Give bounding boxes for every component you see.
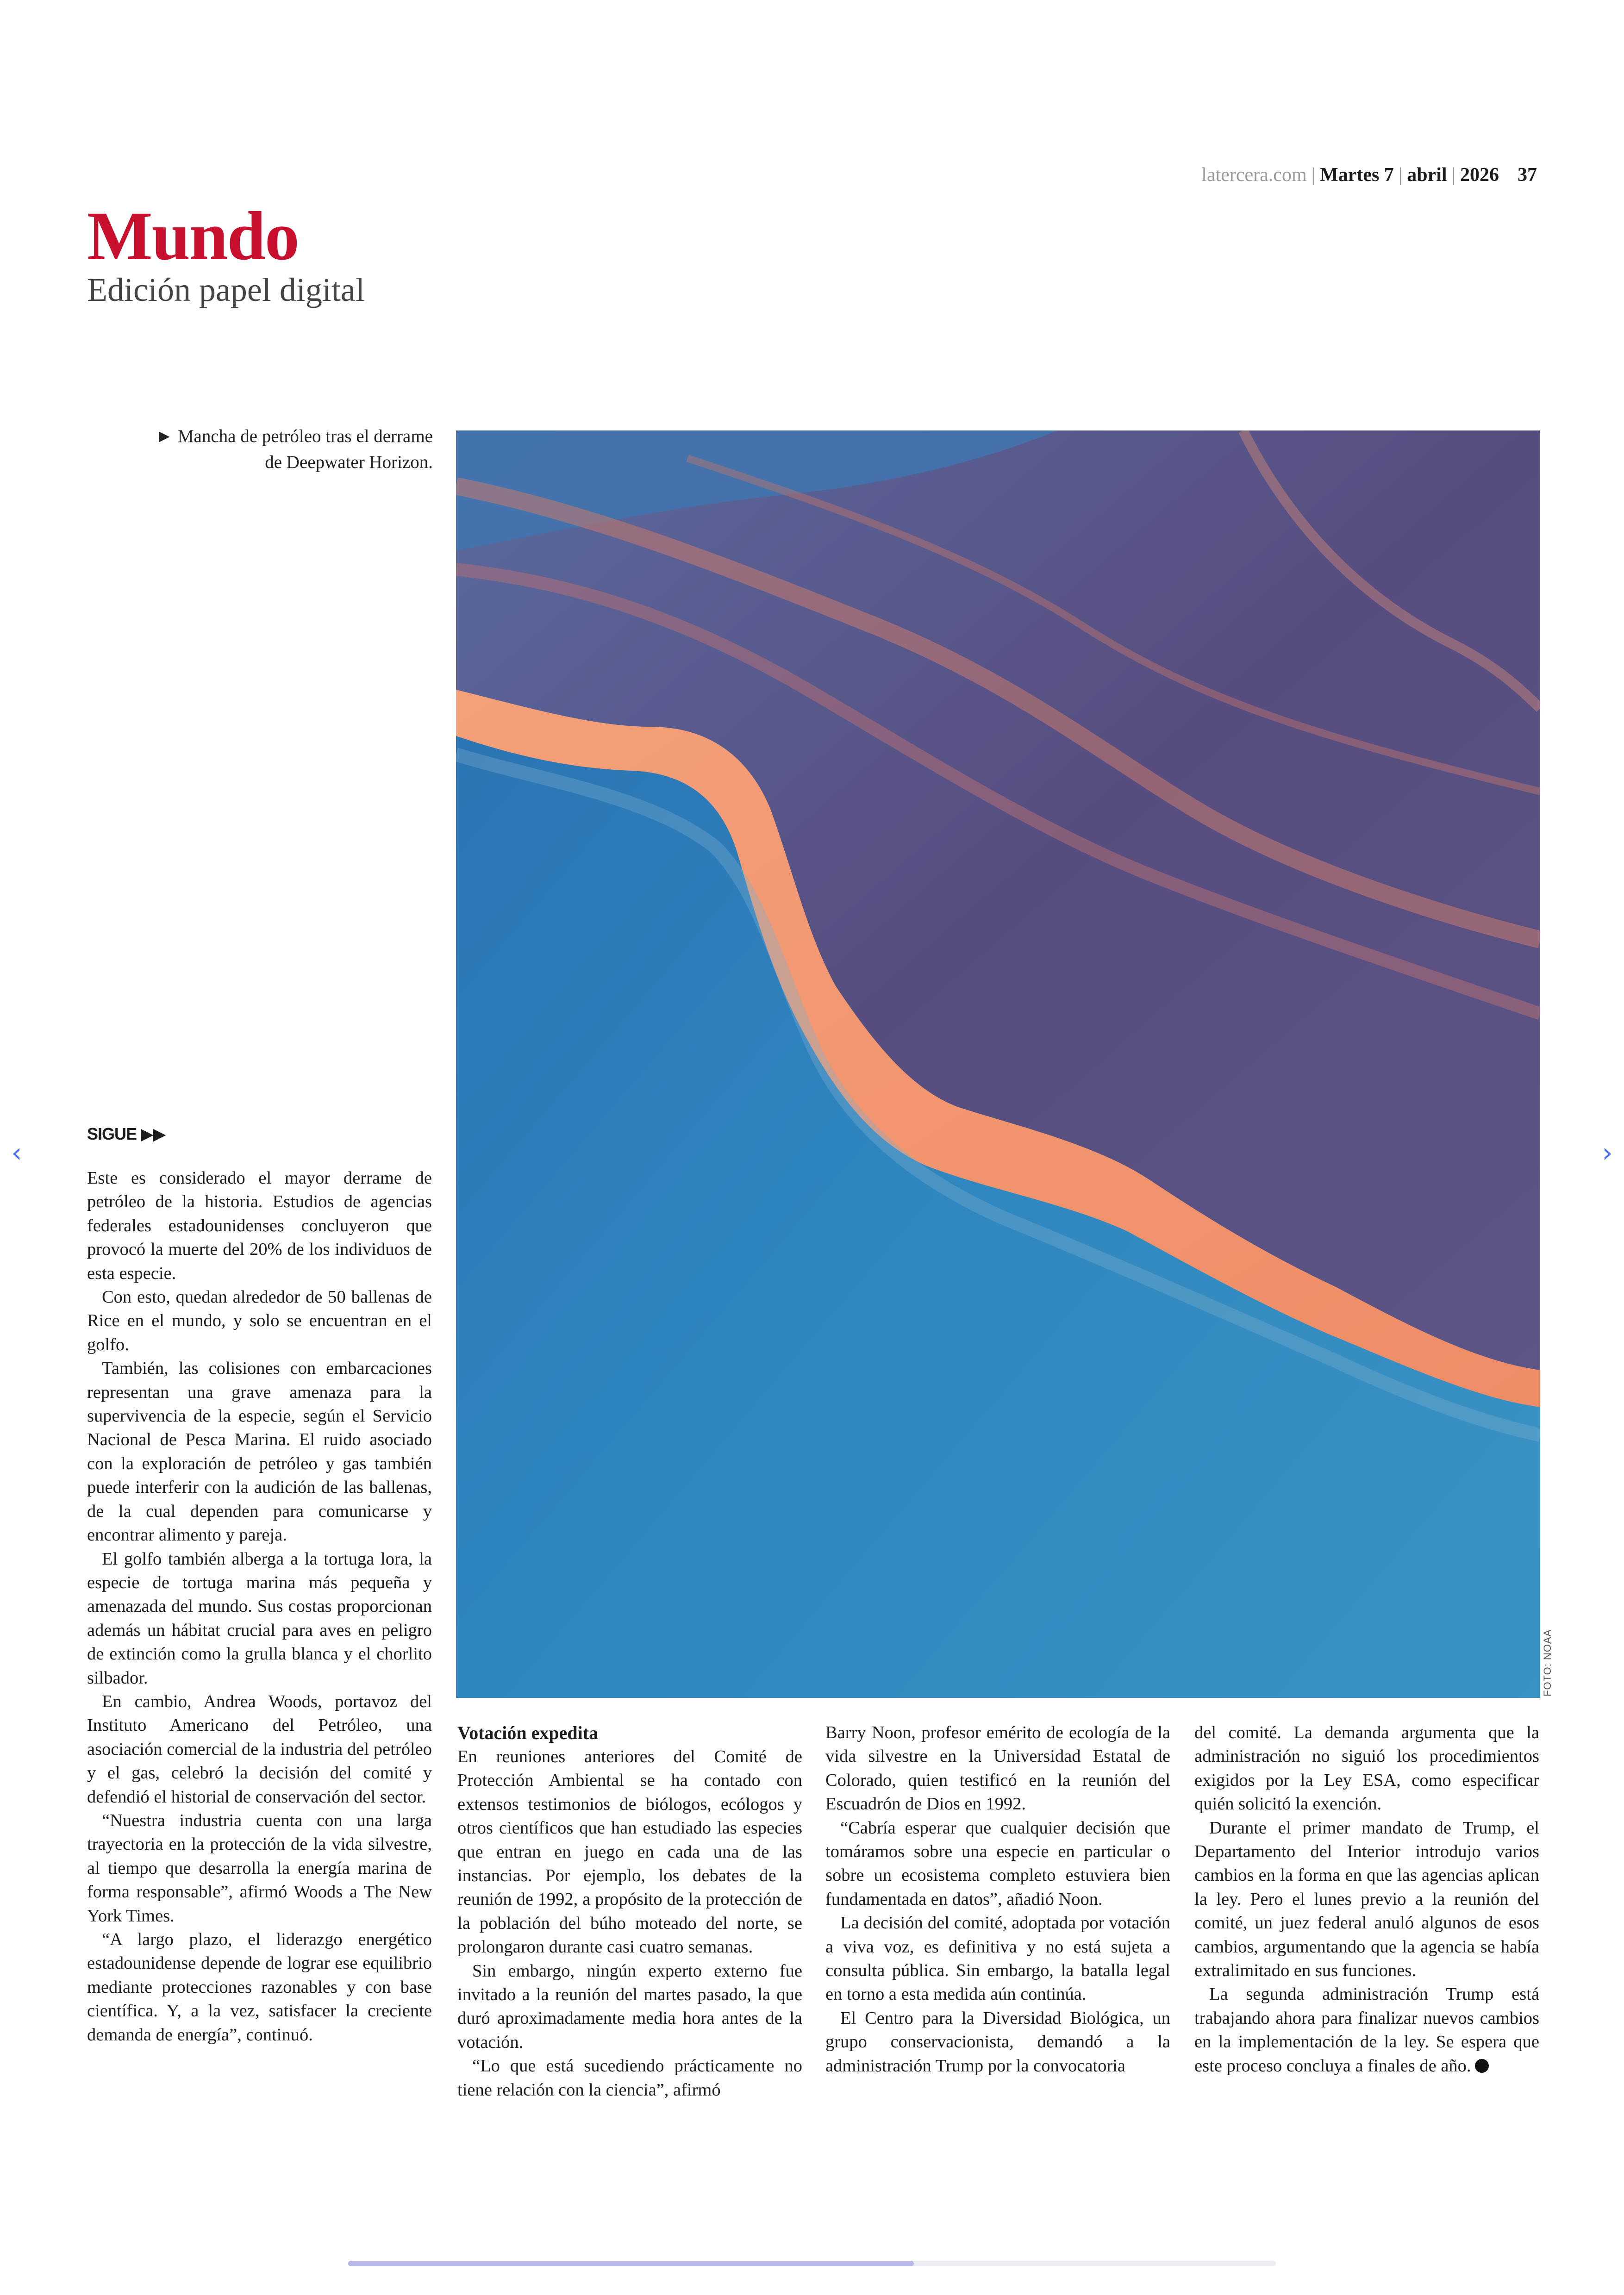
paragraph: del comité. La demanda argumenta que la administración no siguió los procedimientos exigidos por la Ley ESA, como especificar quién solicitó la exención. [1194, 1723, 1539, 1814]
section-subtitle: Edición papel digital [87, 271, 365, 308]
paragraph: El golfo también alberga a la tortuga lora, la especie de tortuga marina más pequeña y amenazada del mundo. Sus costas proporcionan además un hábitat crucial para aves en peligro de extinción como la grulla blanca y el chorlito silbador. [87, 1549, 432, 1688]
separator: | [1398, 164, 1403, 186]
section-title: Mundo [87, 198, 299, 274]
caption-arrow-icon: ► [155, 426, 174, 446]
paragraph: En reuniones anteriores del Comité de Protección Ambiental se ha contado con extensos testimonios de biólogos, ecólogos y otros científicos que han estudiado las especies que entran en juego en cada una de las instancias. Por ejemplo, los debates de la reunión de 1992, a propósito de la protección de la población del búho moteado del norte, se prolongaron durante casi cuatro semanas. [457, 1747, 802, 1957]
paragraph: “Cabría esperar que cualquier decisión que tomáramos sobre una especie en particular o sobre un ecosistema completo estuviera bien fundamentada en datos”, añadió Noon. [825, 1818, 1170, 1909]
article-column-4 [1194, 1721, 1539, 2078]
paragraph [1194, 1983, 1539, 2078]
separator: | [1311, 164, 1316, 186]
subheading: Votación expedita [457, 1722, 599, 1743]
paragraph: Este es considerado el mayor derrame de petróleo de la historia. Estudios de agencias federales estadounidenses concluyeron que provocó la muerte del 20% de los individuos de esta especie. [87, 1168, 432, 1283]
scrollbar-thumb[interactable] [348, 2261, 914, 2266]
end-mark-icon [1475, 2059, 1489, 2073]
paragraph: Sin embargo, ningún experto externo fue invitado a la reunión del martes pasado, la que duró aproximadamente media hora antes de la votación. [457, 1961, 802, 2052]
paragraph: Durante el primer mandato de Trump, el Departamento del Interior introdujo varios cambios en la forma en que las agencias aplican la ley. Pero el lunes previo a la reunión del comité, un juez federal anuló algunos de esos cambios, argumentando que la agencia se había extralimitado en sus funciones. [1194, 1818, 1539, 1981]
paragraph: El Centro para la Diversidad Biológica, un grupo conservacionista, demandó a la administración Trump por la convocatoria [825, 2008, 1170, 2076]
article-column-2 [457, 1721, 802, 2102]
sigue-label: SIGUE ▶▶ [87, 1124, 166, 1143]
paragraph: En cambio, Andrea Woods, portavoz del Instituto Americano del Petróleo, una asociación comercial de la industria del petróleo y el gas, celebró la decisión del comité y defendió el historial de conservación del sector. [87, 1691, 432, 1807]
oil-slick-photo [456, 430, 1540, 1698]
horizontal-scrollbar[interactable] [348, 2261, 1276, 2266]
date-day: Martes 7 [1320, 164, 1394, 186]
paragraph: Con esto, quedan alrededor de 50 ballenas de Rice en el mundo, y solo se encuentran en el golfo. [87, 1287, 432, 1354]
paragraph: También, las colisiones con embarcaciones representan una grave amenaza para la supervivencia de la especie, según el Servicio Nacional de Pesca Marina. El ruido asociado con la exploración de petróleo y gas también puede interferir con la audición de las ballenas, de la cual dependen para comunicarse y encontrar alimento y pareja. [87, 1359, 432, 1545]
paragraph: Barry Noon, profesor emérito de ecología de la vida silvestre en la Universidad Estatal de Colorado, quien testificó en la reunión del Escuadrón de Dios en 1992. [825, 1723, 1170, 1814]
caption-text: Mancha de petróleo tras el derrame de Deepwater Horizon. [177, 426, 433, 472]
page-header [1153, 161, 1537, 189]
chevron-right-icon[interactable]: › [1602, 1137, 1613, 1168]
separator: | [1451, 164, 1455, 186]
paragraph: “Lo que está sucediendo prácticamente no tiene relación con la ciencia”, afirmó [457, 2056, 802, 2100]
paragraph-text: La segunda administración Trump está trabajando ahora para finalizar nuevos cambios en la implementación de la ley. Se espera que este proceso concluya a finales de año. [1194, 1984, 1539, 2076]
paragraph: “A largo plazo, el liderazgo energético estadounidense depende de lograr ese equilibrio mediante protecciones razonables y con base científica. Y, a la vez, satisfacer la creciente demanda de energía”, continuó. [87, 1930, 432, 2045]
page-number: 37 [1518, 164, 1537, 186]
article-column-3 [825, 1721, 1170, 2078]
article-column-1 [87, 1124, 432, 2047]
paragraph: La decisión del comité, adoptada por votación a viva voz, es definitiva y no está sujeta a consulta pública. Sin embargo, la batalla legal en torno a esta medida aún continúa. [825, 1913, 1170, 2004]
photo-credit: FOTO: NOAA [1542, 1629, 1553, 1696]
photo-caption [153, 424, 433, 475]
date-year: 2026 [1460, 164, 1499, 186]
paragraph: “Nuestra industria cuenta con una larga trayectoria en la protección de la vida silvestre, al tiempo que desarrolla la energía marina de forma responsable”, afirmó Woods a The New York Times. [87, 1810, 432, 1926]
site-name[interactable]: latercera.com [1201, 164, 1307, 186]
date-month: abril [1407, 164, 1447, 186]
chevron-left-icon[interactable]: ‹ [11, 1137, 22, 1168]
